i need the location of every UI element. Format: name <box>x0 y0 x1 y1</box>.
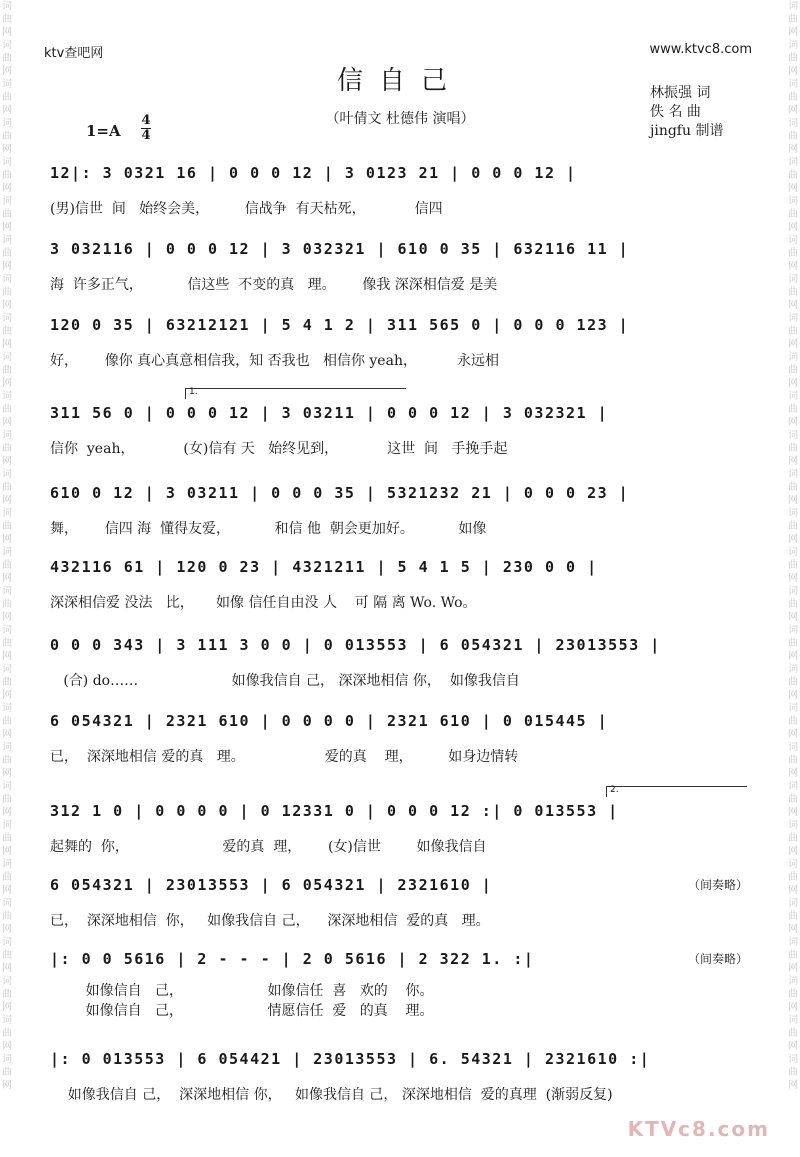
composer-credit: 佚 名 曲 <box>650 104 701 120</box>
lyrics-line-verse-1: 如像信自 己， 如像信任 喜 欢的 你。 <box>50 983 434 999</box>
song-title: 信自己 <box>336 66 463 96</box>
time-signature <box>141 114 151 143</box>
lyrics-line: 已， 深深地相信 你， 如像我信自 己， 深深地相信 爱的真 理。 <box>50 913 490 929</box>
arranger-credit: jingfu 制谱 <box>650 123 724 139</box>
notation-line <box>50 946 750 976</box>
lyrics-line: 深深相信爱 没法 比， 如像 信任自由没 人 可 隔 离 Wo. Wo。 <box>50 595 477 611</box>
lyrics-line: 起舞的 你， 爱的真 理， (女)信世 如像我信自 <box>50 839 487 855</box>
lyrics-line: 已， 深深地相信 爱的真 理。 爱的真 理， 如身边情转 <box>50 749 519 765</box>
notation-text: 6 054321 | 23013553 | 6 054321 | 2321610 | <box>50 876 493 894</box>
notation-line <box>50 1046 750 1076</box>
notation-line <box>50 160 750 190</box>
time-signature-top: 4 <box>141 113 151 128</box>
interlude-note: （间奏略） <box>687 952 748 966</box>
notation-text: 12|: 3 0321 16 | 0 0 0 12 | 3 0123 21 | 0 0 0 12 | <box>50 164 577 182</box>
time-signature-bottom: 4 <box>141 128 151 143</box>
notation-text: 432116 61 | 120 0 23 | 4321211 | 5 4 1 5 | 230 0 0 | <box>50 558 598 576</box>
lyrics-line-verse-2: 如像信自 己， 情愿信任 爱 的真 理。 <box>50 1003 434 1019</box>
lyrics-line: 信你 yeah， (女)信有 天 始终见到， 这世 间 手挽手起 <box>50 441 508 457</box>
watermark-logo: KTVc8.com <box>627 1117 770 1141</box>
key-signature: 1=A <box>86 122 121 140</box>
notation-text: |: 0 013553 | 6 054421 | 23013553 | 6. 54321 | 2321610 :| <box>50 1050 651 1068</box>
lyrics-line: 海 许多正气， 信这些 不变的真 理。 像我 深深相信爱 是美 <box>50 277 498 293</box>
first-ending-bracket: 1. <box>185 388 406 399</box>
lyrics-line: (男)信世 间 始终会美， 信战争 有天枯死， 信四 <box>50 201 443 217</box>
notation-line <box>50 554 750 584</box>
interlude-note: （间奏略） <box>687 878 748 892</box>
site-name-left: ktv查吧网 <box>44 46 104 61</box>
side-watermark-right: 词曲网词曲网词曲网词曲网词曲网词曲网词曲网词曲网词曲网词曲网词曲网词曲网词曲网词曲网词曲网词曲网词曲网词曲网词曲网词曲网词曲网词曲网词曲网词曲网词曲网词曲网词曲网词曲网 <box>788 1 798 1091</box>
lyrics-line: 好， 像你 真心真意相信我，知 否我也 相信你 yeah， 永远相 <box>50 353 500 369</box>
site-url-right: www.ktvc8.com <box>649 42 752 57</box>
notation-line <box>50 480 750 510</box>
notation-text: 6 054321 | 2321 610 | 0 0 0 0 | 2321 610 | 0 015445 | <box>50 712 609 730</box>
notation-line <box>50 872 750 902</box>
notation-text: |: 0 0 5616 | 2 - - - | 2 0 5616 | 2 322 1. :| <box>50 950 535 968</box>
notation-line <box>50 236 750 266</box>
side-watermark-left: 词曲网词曲网词曲网词曲网词曲网词曲网词曲网词曲网词曲网词曲网词曲网词曲网词曲网词曲网词曲网词曲网词曲网词曲网词曲网词曲网词曲网词曲网词曲网词曲网词曲网词曲网词曲网词曲网 <box>2 1 12 1091</box>
lyrics-line: (合) do…… 如像我信自 己， 深深地相信 你， 如像我信自 <box>50 673 520 689</box>
lyrics-line: 舞， 信四 海 懂得友爱， 和信 他 朝会更加好。 如像 <box>50 521 487 537</box>
notation-text: 311 56 0 | 0 0 0 12 | 3 03211 | 0 0 0 12 | 3 032321 | <box>50 404 609 422</box>
notation-line <box>50 798 750 828</box>
lyrics-line: 如像我信自 己， 深深地相信 你， 如像我信自 己， 深深地相信 爱的真理 (渐弱反复) <box>50 1087 613 1103</box>
lyricist-credit: 林振强 词 <box>650 85 711 101</box>
notation-text: 312 1 0 | 0 0 0 0 | 0 12331 0 | 0 0 0 12 :| 0 013553 | <box>50 802 619 820</box>
notation-text: 0 0 0 343 | 3 111 3 0 0 | 0 013553 | 6 054321 | 23013553 | <box>50 636 661 654</box>
notation-text: 610 0 12 | 3 03211 | 0 0 0 35 | 5321232 21 | 0 0 0 23 | <box>50 484 630 502</box>
notation-text: 120 0 35 | 63212121 | 5 4 1 2 | 311 565 0 | 0 0 0 123 | <box>50 316 630 334</box>
notation-line <box>50 632 750 662</box>
second-ending-bracket: 2. <box>606 786 747 797</box>
singers-line: （叶倩文 杜德伟 演唱） <box>325 111 475 127</box>
notation-line <box>50 312 750 342</box>
notation-line <box>50 708 750 738</box>
notation-line <box>50 400 750 430</box>
notation-text: 3 032116 | 0 0 0 12 | 3 032321 | 610 0 35 | 632116 11 | <box>50 240 630 258</box>
